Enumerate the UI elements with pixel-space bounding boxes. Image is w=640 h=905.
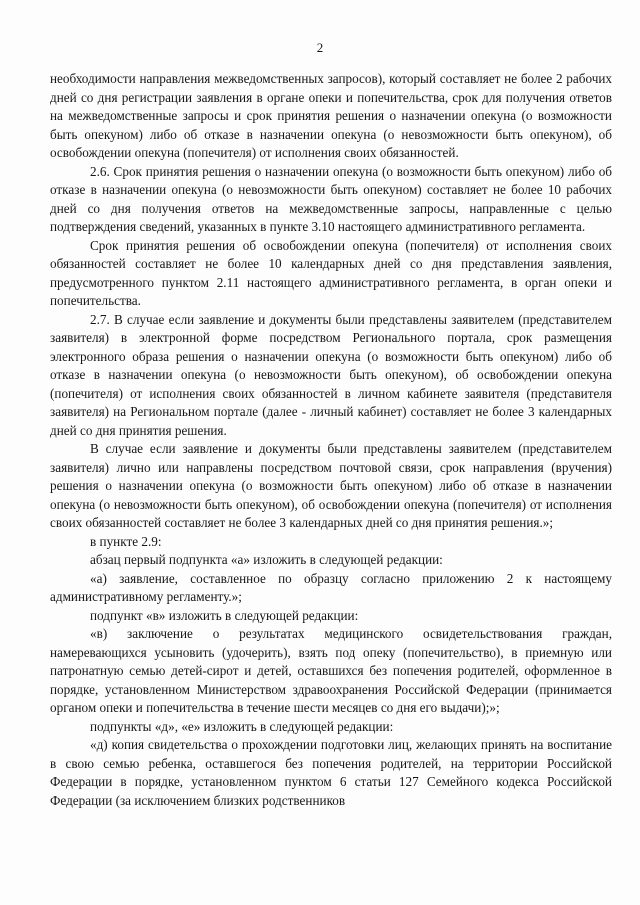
paragraph: в пункте 2.9:: [90, 533, 162, 549]
paragraph: абзац первый подпункта «а» изложить в следующей редакции:: [90, 552, 443, 567]
paragraph: «а) заявление, составленное по образцу согласно приложению 2 к настоящему административному регламенту.»;: [50, 570, 612, 604]
paragraph: Срок принятия решения об освобождении опекуна (попечителя) от исполнения своих обязанностей составляет не более 10 календарных дней со дня представления заявления, предусмотренного пунктом 2.11 настоящего административного регламента, в орган опеки и попечительства.: [50, 237, 612, 308]
document-body: [50, 70, 612, 810]
page-number: 2: [316, 40, 324, 55]
paragraph: необходимости направления межведомственных запросов), который составляет не более 2 рабочих дней со дня регистрации заявления в органе опеки и попечительства, срок для получения ответов на межведомственные запросы и срок принятия решения о назначении опекуна (о возможности быть опекуном) либо об отказе в назначении опекуна (о невозможности быть опекуном), об освобождении опекуна (попечителя) от исполнения своих обязанностей.: [50, 71, 612, 160]
paragraph: «в) заключение о результатах медицинского освидетельствования граждан, намеревающихся усыновить (удочерить), взять под опеку (попечительство), в приемную или патронатную семью детей-сирот и детей, оставшихся без попечения родителей, оформленное в порядке, установленном Министерством здравоохранения Российской Федерации (принимается органом опеки и попечительства в течение шести месяцев со дня его выдачи);»;: [50, 626, 612, 715]
paragraph: 2.7. В случае если заявление и документы были представлены заявителем (представителем заявителя) в электронной форме посредством Регионального портала, срок размещения электронного образа решения о назначении опекуна (о возможности быть опекуном) либо об отказе в назначении опекуна (о невозможности быть опекуном), об освобождении опекуна (попечителя) от исполнения своих обязанностей в личном кабинете заявителя (представителя заявителя) на Региональном портале (далее - личный кабинет) составляет не более 3 календарных дней со дня принятия решения.: [50, 311, 612, 438]
paragraph: 2.6. Срок принятия решения о назначении опекуна (о возможности быть опекуном) либо об отказе в назначении опекуна (о невозможности быть опекуном) составляет не более 10 рабочих дней со дня получения ответов на межведомственные запросы, направленные с целью подтверждения сведений, указанных в пункте 3.10 настоящего административного регламента.: [50, 163, 612, 234]
paragraph: В случае если заявление и документы были представлены заявителем (представителем заявителя) лично или направлены посредством почтовой связи, срок направления (вручения) решения о назначении опекуна (о возможности быть опекуном) либо об отказе в назначении опекуна (о невозможности быть опекуном), об освобождении опекуна (попечителя) от исполнения своих обязанностей составляет не более 3 календарных дней со дня принятия решения.»;: [50, 441, 612, 530]
paragraph: «д) копия свидетельства о прохождении подготовки лиц, желающих принять на воспитание в свою семью ребенка, оставшегося без попечения родителей, на территории Российской Федерации в порядке, установленном пунктом 6 статьи 127 Семейного кодекса Российской Федерации (за исключением близких родственников: [50, 737, 612, 808]
paragraph: подпункт «в» изложить в следующей редакции:: [90, 607, 359, 623]
paragraph: подпункты «д», «е» изложить в следующей редакции:: [90, 718, 394, 734]
